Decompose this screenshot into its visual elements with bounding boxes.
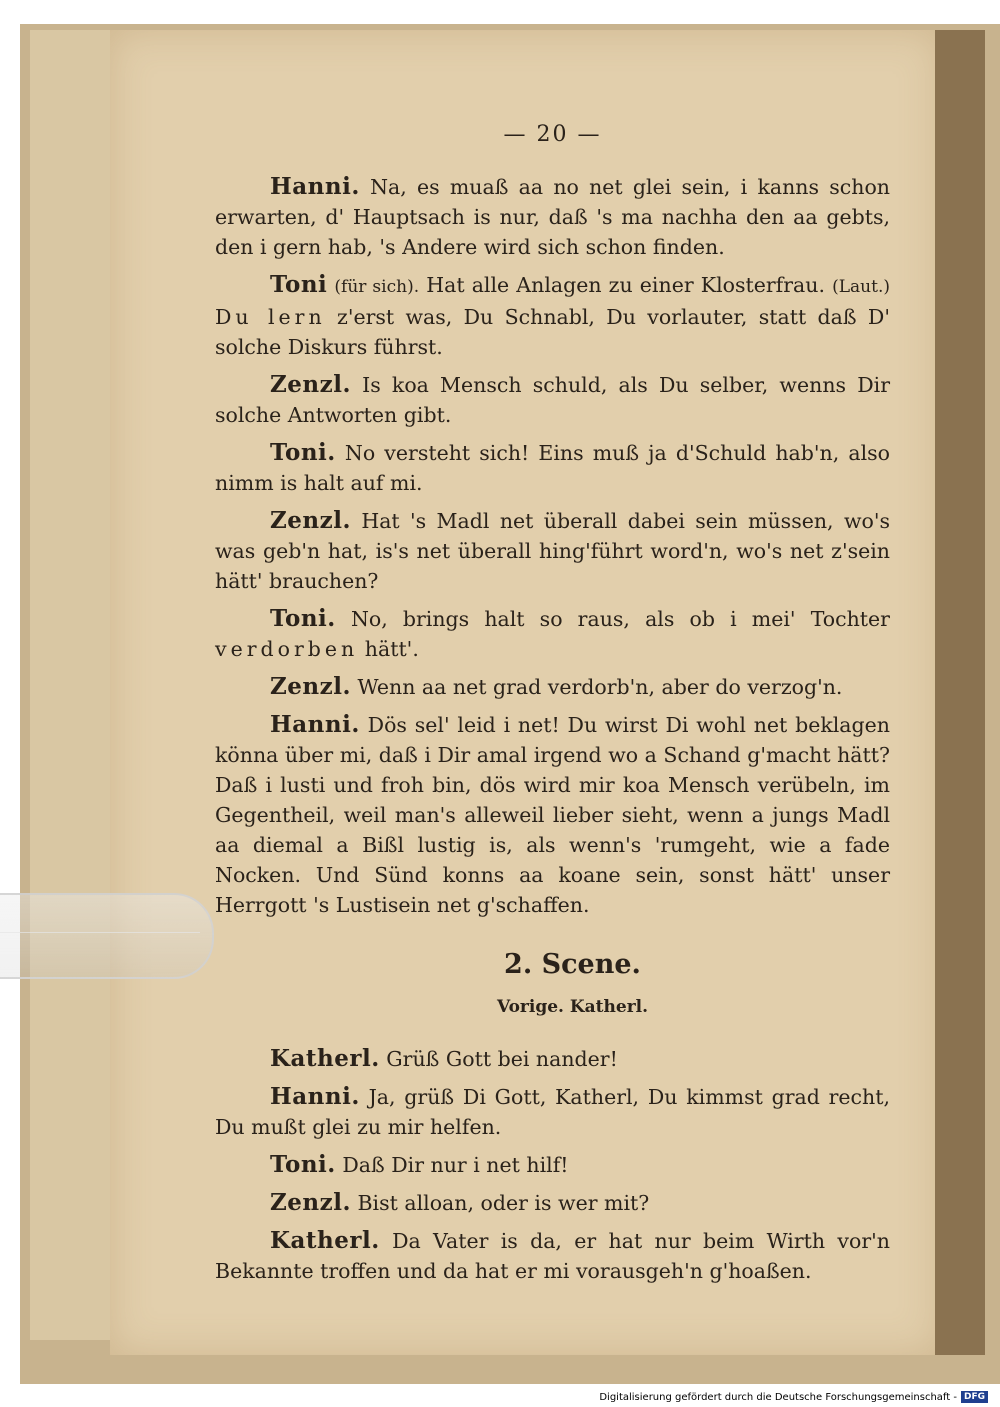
emphasized-text: Du lern (215, 305, 326, 329)
speech-text: Bist alloan, oder is wer mit? (357, 1191, 650, 1215)
speech-paragraph (215, 1188, 890, 1218)
book-cover-edge (30, 30, 111, 1340)
scene-persons: Vorige. Katherl. (496, 997, 649, 1017)
speech-paragraph (215, 506, 890, 596)
speech-paragraph (215, 1082, 890, 1142)
speaker-name: Zenzl. (270, 371, 351, 398)
speaker-name: Toni. (270, 439, 336, 466)
speaker-name: Hanni. (270, 173, 360, 200)
speaker-name: Hanni. (270, 1083, 360, 1110)
speech-text: hätt'. (364, 637, 419, 661)
page-number: — 20 — (503, 122, 602, 147)
emphasized-text: verdorben (215, 637, 359, 661)
glass-clip-highlight (0, 932, 200, 933)
speech-paragraph (215, 172, 890, 262)
speech-paragraph (215, 710, 890, 920)
speaker-name: Katherl. (270, 1045, 380, 1072)
speech-paragraph (215, 1044, 890, 1074)
speaker-name: Toni. (270, 1151, 336, 1178)
speech-paragraph (215, 270, 890, 362)
page-gutter (935, 30, 985, 1355)
speech-text: Na, es muaß aa no net glei sein, i kanns schon erwarten, d' Hauptsach is nur, daß 's ma nachha den aa gebts, den i gern hab, 's Andere wird sich schon finden. (215, 175, 890, 259)
page-content (215, 120, 890, 1294)
speaker-name: Zenzl. (270, 673, 351, 700)
speech-text: Ja, grüß Di Gott, Katherl, Du kimmst grad recht, Du mußt glei zu mir helfen. (215, 1085, 890, 1139)
speech-text: Wenn aa net grad verdorb'n, aber do verzog'n. (357, 675, 843, 699)
speaker-name: Zenzl. (270, 1189, 351, 1216)
speech-text: No, brings halt so raus, als ob i mei' Tochter (350, 607, 890, 631)
speech-text: Hat 's Madl net überall dabei sein müssen, wo's was geb'n hat, is's net überall hing'führt word'n, wo's net z'sein hätt' brauchen? (215, 509, 890, 593)
speech-paragraph (215, 672, 890, 702)
speech-paragraph (215, 604, 890, 664)
speech-text: Grüß Gott bei nander! (386, 1047, 618, 1071)
speech-paragraph (215, 1150, 890, 1180)
glass-clip (0, 893, 214, 979)
speech-text: Hat alle Anlagen zu einer Klosterfrau. (426, 273, 825, 297)
speaker-name: Zenzl. (270, 507, 351, 534)
scene-title: 2. Scene. (504, 949, 641, 980)
stage-direction: (für sich). (334, 277, 420, 297)
dialogue-section-1 (215, 172, 890, 920)
speech-paragraph (215, 1226, 890, 1286)
speech-text: Dös sel' leid i net! Du wirst Di wohl net beklagen könna über mi, daß i Dir amal irgend wo a Schand g'macht hätt? Daß i lusti und froh bin, dös wird mir koa Mensch verübeln, im Gegentheil, weil man's alleweil lieber sieht, wenn a jungs Madl aa diemal a Bißl lustig is, als wenn's 'rumgeht, wie a fade Nocken. Und Sünd konns aa koane sein, sonst hätt' unser Herrgott 's Lustisein net g'schaffen. (215, 713, 890, 917)
dfg-logo-icon: DFG (961, 1391, 988, 1403)
speech-paragraph (215, 370, 890, 430)
speaker-name: Toni (270, 271, 328, 298)
speaker-name: Hanni. (270, 711, 360, 738)
speech-text: z'erst was, Du Schnabl, Du vorlauter, statt daß D' solche Diskurs führst. (215, 305, 890, 359)
speaker-name: Toni. (270, 605, 336, 632)
speech-text: Daß Dir nur i net hilf! (342, 1153, 569, 1177)
speech-text: Da Vater is da, er hat nur beim Wirth vor'n Bekannte troffen und da hat er mi vorausgeh'n g'hoaßen. (215, 1229, 890, 1283)
digitization-credit (599, 1391, 988, 1403)
dialogue-section-2 (215, 1044, 890, 1286)
speech-text: No versteht sich! Eins muß ja d'Schuld hab'n, also nimm is halt auf mi. (215, 441, 890, 495)
speaker-name: Katherl. (270, 1227, 380, 1254)
speech-paragraph (215, 438, 890, 498)
credit-text: Digitalisierung gefördert durch die Deutsche Forschungsgemeinschaft - (599, 1391, 957, 1403)
stage-direction: (Laut.) (832, 277, 890, 297)
speech-text: Is koa Mensch schuld, als Du selber, wenns Dir solche Antworten gibt. (215, 373, 890, 427)
